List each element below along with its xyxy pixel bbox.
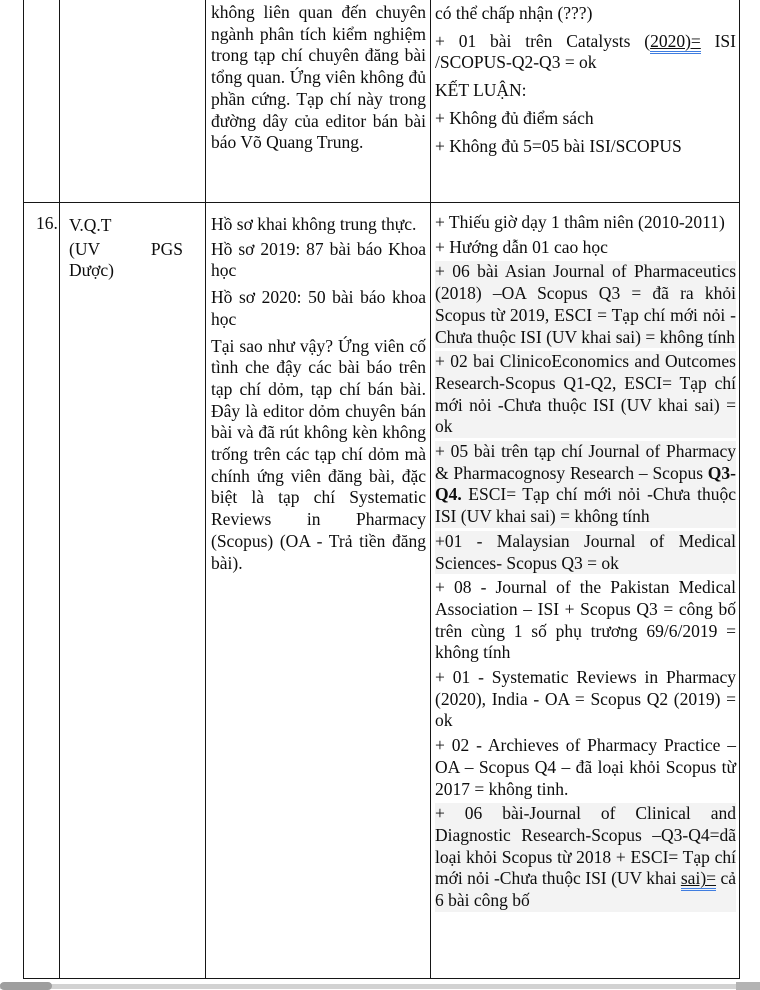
clinical-diagnostic-underlined: sai)= [681,868,716,891]
row16-point-teaching: + Thiếu giờ dạy 1 thâm niên (2010-2011) [435,212,725,232]
pharmacognosy-text-pre: + 05 bài trên tạp chí Journal of Pharmacy & Pharmacognosy Research – Scopus [435,441,736,483]
row16-point-archieves: + 02 - Archieves of Pharmacy Practice – OA – Scopus Q4 – đã loại khỏi Scopus từ 2017 = không tinh. [435,735,736,799]
row16-comment-why: Tại sao như vậy? Ứng viên cố tình che đậy các bài báo trên tạp chí dỏm, tạp chí bán bài. [211,335,426,399]
row16-point-supervision: + Hướng dẫn 01 cao học [435,236,608,257]
row16-point-pakistan-journal: + 08 - Journal of the Pakistan Medical Association – ISI + Scopus Q3 = công bố trên cùng 1 số phụ trương 69/6/2019 = không tính [435,577,736,663]
catalysts-underlined-year: 2020)= [650,31,701,54]
row16-number-cell [24,203,60,978]
row16-point-malaysian-journal: +01 - Malaysian Journal of Medical Sciences- Scopus Q3 = ok [435,530,736,573]
row15-result-catalysts [435,31,736,74]
row15-name-cell [60,0,206,203]
row15-conclusion-point-1: + Không đủ điểm sách [435,107,594,128]
horizontal-scrollbar-thumb[interactable] [0,982,52,990]
horizontal-scrollbar-track[interactable] [0,984,760,989]
row16-candidate-title: (UV PGS Dược) [69,238,183,281]
row15-number-cell [24,0,60,203]
scrollbar-corner [736,982,760,990]
row16-point-systematic-reviews: + 01 - Systematic Reviews in Pharmacy (2020), India - OA = Scopus Q2 (2019) = ok [435,667,736,731]
row15-result-acceptance: có thể chấp nhận (???) [435,3,593,23]
row16-result-cell [431,203,739,978]
row16-point-clinical-diagnostic [435,803,736,912]
row16-name-cell [60,203,206,978]
evaluation-table [23,0,740,979]
row16-comment-2019: Hồ sơ 2019: 87 bài báo Khoa học [211,238,426,281]
row15-result-cell [431,0,739,203]
row15-comment-text: không liên quan đến chuyên ngành phân tích kiểm nghiệm trong tạp chí chuyên đăng bài tổng quan. Ứng viên không đủ phần cứng. Tạp chí này trong đường dây của editor bán bài báo Võ Quang Trung. [211,2,426,153]
row16-comment-editor: Đây là editor dỏm chuyên bán bài và đã rút không kèn không trống trên các tạp chí dỏm mà chính ứng viên đăng bài, đặc biệt là tạp chí Systematic Reviews in Pharmacy (Scopus) (OA - Trả tiền đăng bài). [211,400,426,573]
clinical-diagnostic-text-pre: + 06 bài-Journal of Clinical and Diagnostic Research-Scopus –Q3-Q4=dã loại khỏi Scopus từ 2018 + ESCI= Tạp chí mới nỏi -Chưa thuộc ISI (UV khai [435,803,736,889]
row15-comment-cell [206,0,431,203]
row16-candidate-initials: V.Q.T [69,215,112,235]
row16-point-pharmacognosy [435,441,736,528]
row15-conclusion-heading: KẾT LUẬN: [435,80,527,101]
row16-comment-cell [206,203,431,978]
pharmacognosy-quartile-bold: Q3-Q4. [435,462,736,505]
row16-comment-2020: Hồ sơ 2020: 50 bài báo khoa học [211,287,426,329]
row16-comment-honesty: Hồ sơ khai không trung thực. [211,214,417,234]
row15-conclusion-point-2: + Không đủ 5=05 bài ISI/SCOPUS [435,135,682,156]
row16-number: 16. [36,213,58,233]
row16-point-clinicoeconomics: + 02 bai ClinicoEconomics and Outcomes Research-Scopus Q1-Q2, ESCI= Tạp chí mới nỏi -Chưa thuộc ISI (UV khai sai) = ok [435,351,736,437]
clinical-diagnostic-text-post: cả 6 bài công bố [435,868,736,911]
row16-point-asian-journal: + 06 bài Asian Journal of Pharmaceutics (2018) –OA Scopus Q3 = đã ra khỏi Scopus từ 2019, ESCI = Tạp chí mới nỏi -Chưa thuộc ISI (UV khai sai) = không tính [435,261,736,347]
catalysts-text-pre: + 01 bài trên Catalysts ( [435,30,651,51]
pharmacognosy-text-post: ESCI= Tạp chí mới nỏi -Chưa thuộc ISI (UV khai sai) = không tính [435,484,736,527]
catalysts-text-post: ISI /SCOPUS-Q2-Q3 = ok [435,30,736,73]
